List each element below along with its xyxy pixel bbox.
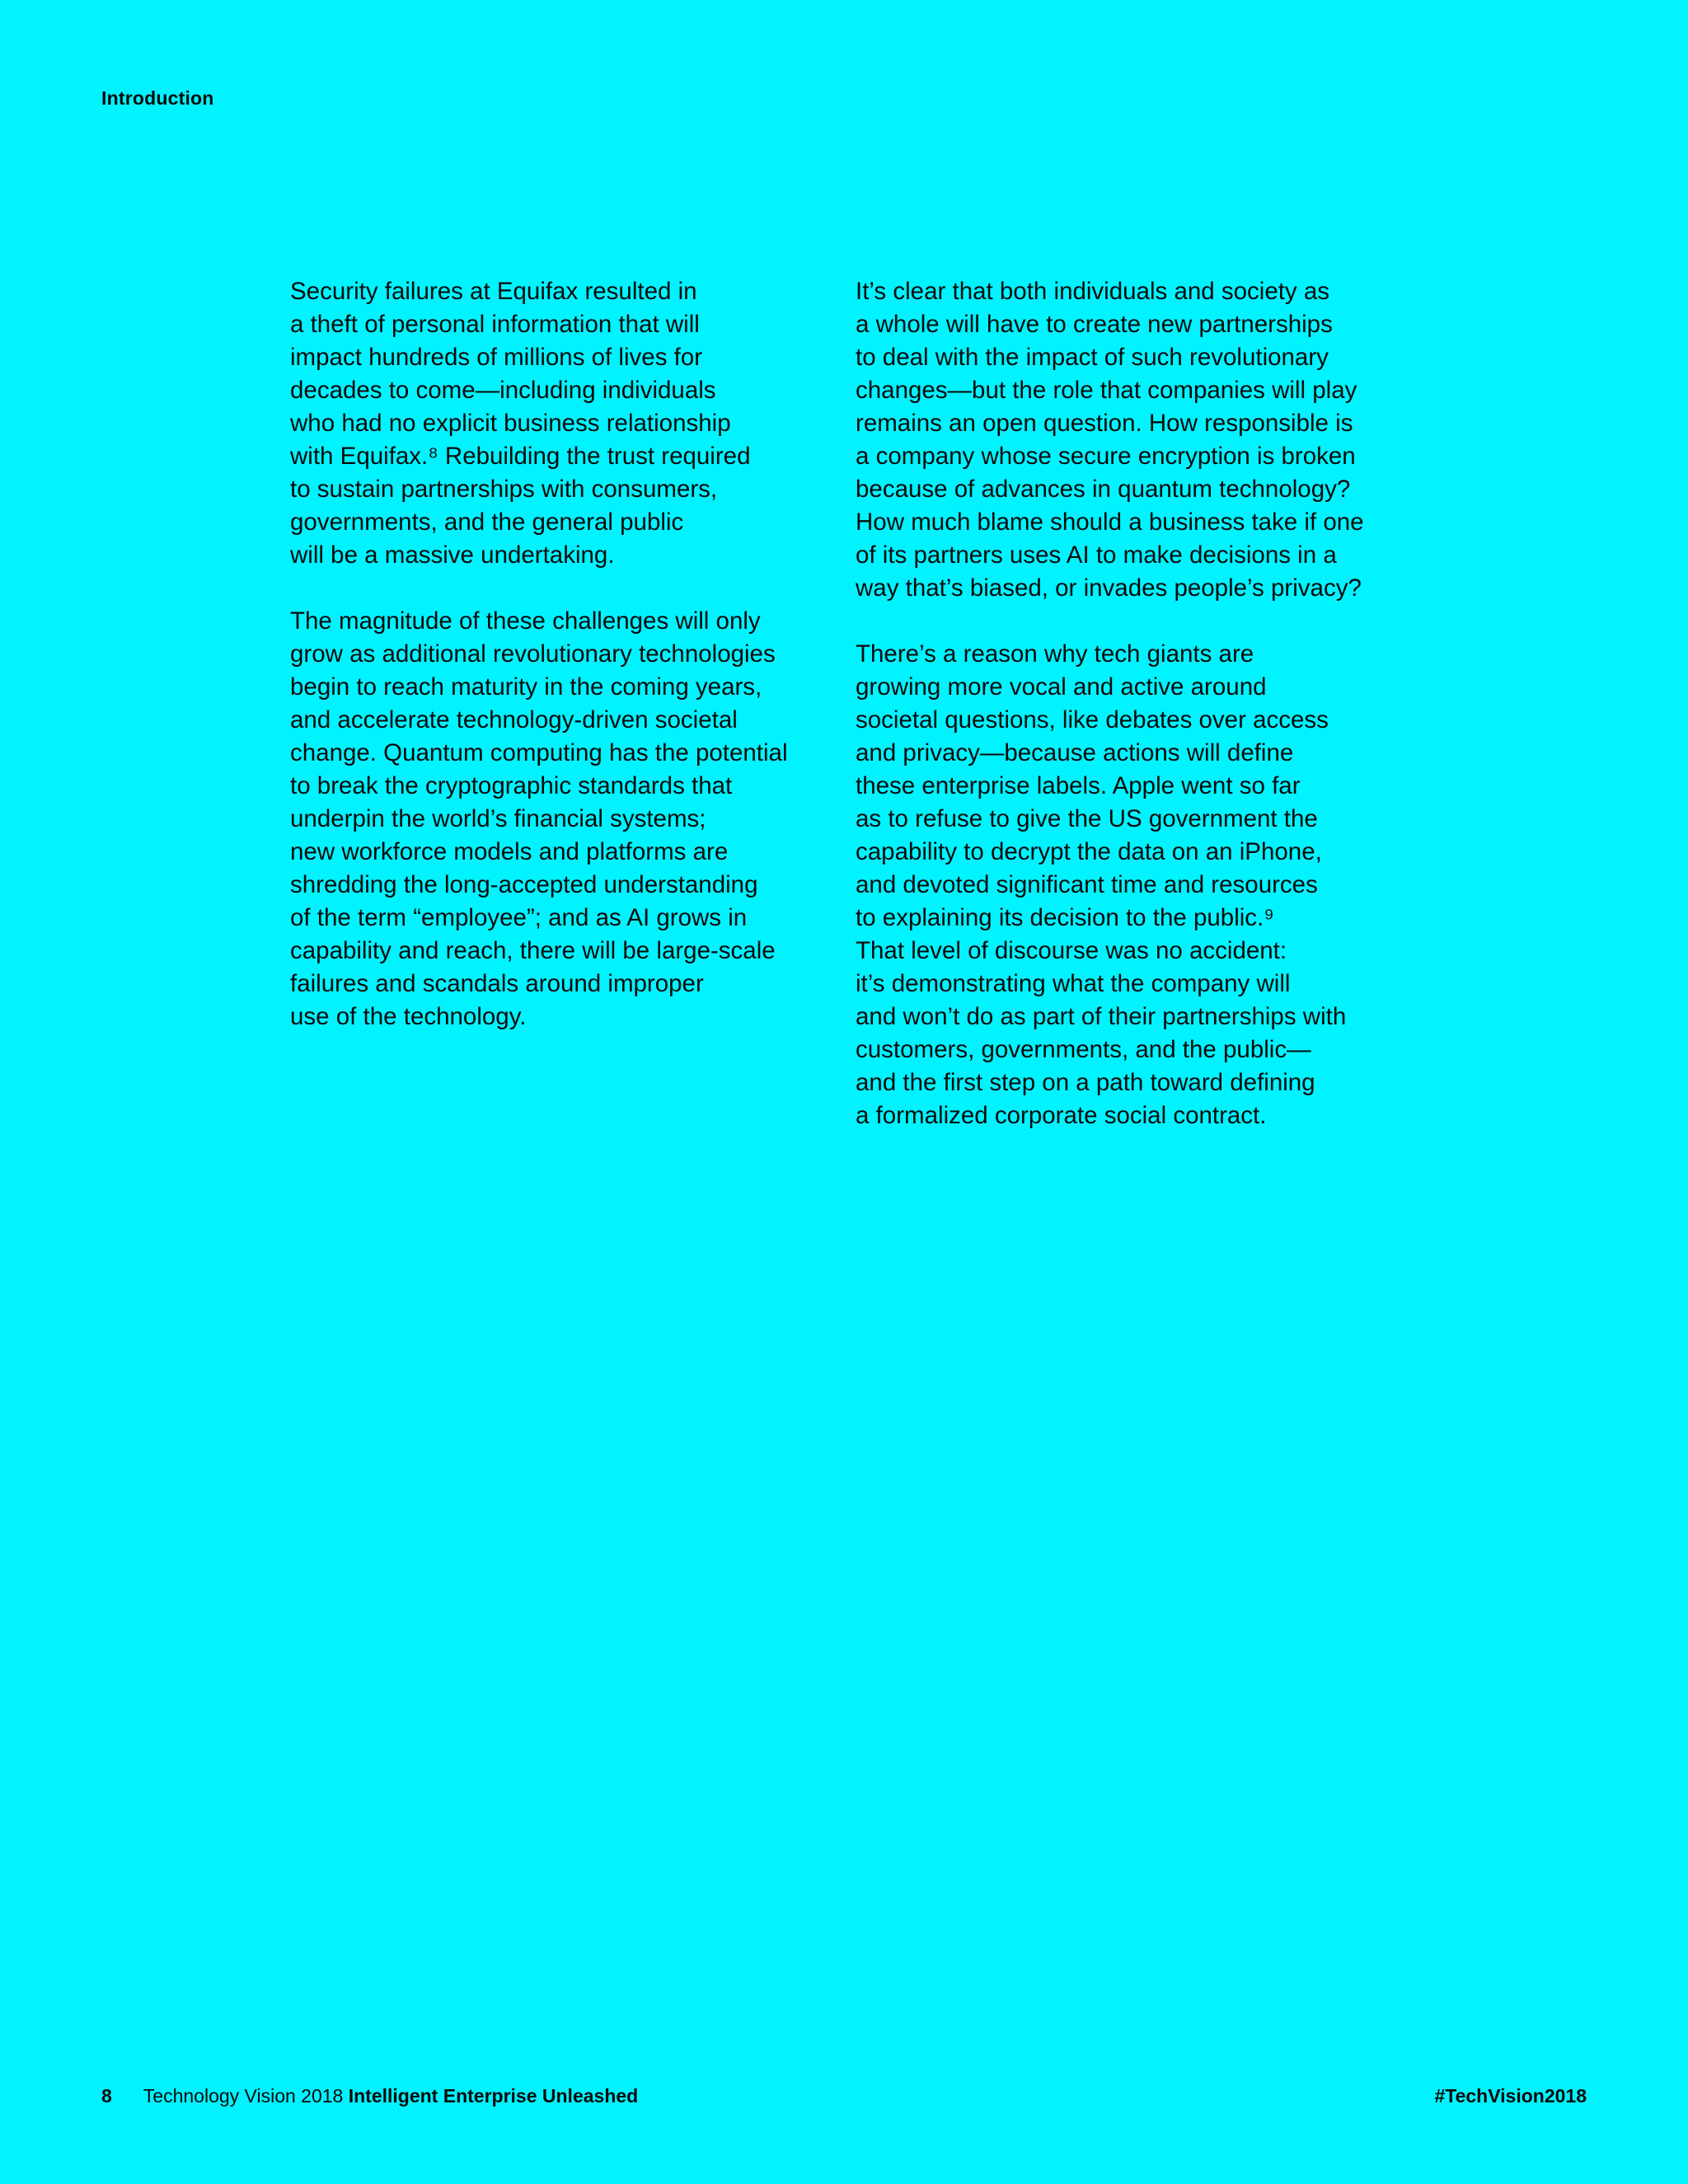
text-line: a formalized corporate social contract.: [856, 1102, 1267, 1129]
text-line: and accelerate technology-driven societal: [290, 706, 738, 733]
paragraph: [290, 605, 834, 1033]
text-line: growing more vocal and active around: [856, 673, 1267, 701]
text-line: to deal with the impact of such revolutionary: [856, 344, 1329, 371]
text-line: governments, and the general public: [290, 509, 684, 536]
text-line: impact hundreds of millions of lives for: [290, 344, 703, 371]
text-line: to explaining its decision to the public.⁹: [856, 904, 1274, 931]
text-line: Security failures at Equifax resulted in: [290, 278, 697, 305]
section-label: Introduction: [101, 87, 214, 109]
paragraph: [856, 638, 1416, 1132]
page-number: 8: [101, 2085, 112, 2107]
text-line: change. Quantum computing has the potential: [290, 739, 788, 766]
text-line: to sustain partnerships with consumers,: [290, 476, 718, 503]
text-line: as to refuse to give the US government the: [856, 805, 1318, 832]
footer-left: [101, 2083, 638, 2108]
text-line: of its partners uses AI to make decisions in a: [856, 541, 1337, 569]
text-line: and the first step on a path toward defining: [856, 1069, 1315, 1096]
text-line: How much blame should a business take if one: [856, 509, 1364, 536]
text-line: and won’t do as part of their partnerships with: [856, 1003, 1347, 1030]
text-line: That level of discourse was no accident:: [856, 937, 1287, 964]
text-line: capability and reach, there will be large-scale: [290, 937, 776, 964]
paragraph: [290, 275, 834, 572]
text-line: way that’s biased, or invades people’s privacy?: [856, 574, 1362, 602]
publication-subtitle: Intelligent Enterprise Unleashed: [348, 2085, 639, 2107]
text-line: new workforce models and platforms are: [290, 838, 729, 865]
text-line: these enterprise labels. Apple went so far: [856, 772, 1301, 799]
text-line: it’s demonstrating what the company will: [856, 970, 1291, 997]
text-line: decades to come—including individuals: [290, 377, 716, 404]
text-line: who had no explicit business relationship: [290, 410, 731, 437]
text-line: There’s a reason why tech giants are: [856, 640, 1254, 668]
text-line: shredding the long-accepted understanding: [290, 871, 758, 898]
text-line: of the term “employee”; and as AI grows in: [290, 904, 748, 931]
text-line: remains an open question. How responsible is: [856, 410, 1353, 437]
text-line: will be a massive undertaking.: [290, 541, 615, 569]
right-column: [856, 275, 1416, 1165]
text-line: a theft of personal information that will: [290, 311, 700, 338]
text-line: and privacy—because actions will define: [856, 739, 1294, 766]
footer-hashtag: #TechVision2018: [1434, 2085, 1587, 2107]
text-line: because of advances in quantum technology?: [856, 476, 1351, 503]
text-line: use of the technology.: [290, 1003, 527, 1030]
text-line: changes—but the role that companies will play: [856, 377, 1357, 404]
text-line: failures and scandals around improper: [290, 970, 704, 997]
text-line: a whole will have to create new partnerships: [856, 311, 1333, 338]
left-column: [290, 275, 834, 1066]
text-line: begin to reach maturity in the coming years,: [290, 673, 762, 701]
text-line: with Equifax.⁸ Rebuilding the trust required: [290, 443, 751, 470]
text-line: and devoted significant time and resources: [856, 871, 1318, 898]
text-line: underpin the world’s financial systems;: [290, 805, 706, 832]
text-line: to break the cryptographic standards that: [290, 772, 733, 799]
text-line: a company whose secure encryption is broken: [856, 443, 1356, 470]
text-line: It’s clear that both individuals and society as: [856, 278, 1330, 305]
text-line: societal questions, like debates over access: [856, 706, 1329, 733]
text-line: grow as additional revolutionary technologies: [290, 640, 776, 668]
text-line: capability to decrypt the data on an iPhone,: [856, 838, 1322, 865]
publication-title: Technology Vision 2018: [143, 2085, 344, 2107]
paragraph: [856, 275, 1416, 605]
text-line: customers, governments, and the public—: [856, 1036, 1311, 1063]
text-line: The magnitude of these challenges will only: [290, 607, 761, 635]
